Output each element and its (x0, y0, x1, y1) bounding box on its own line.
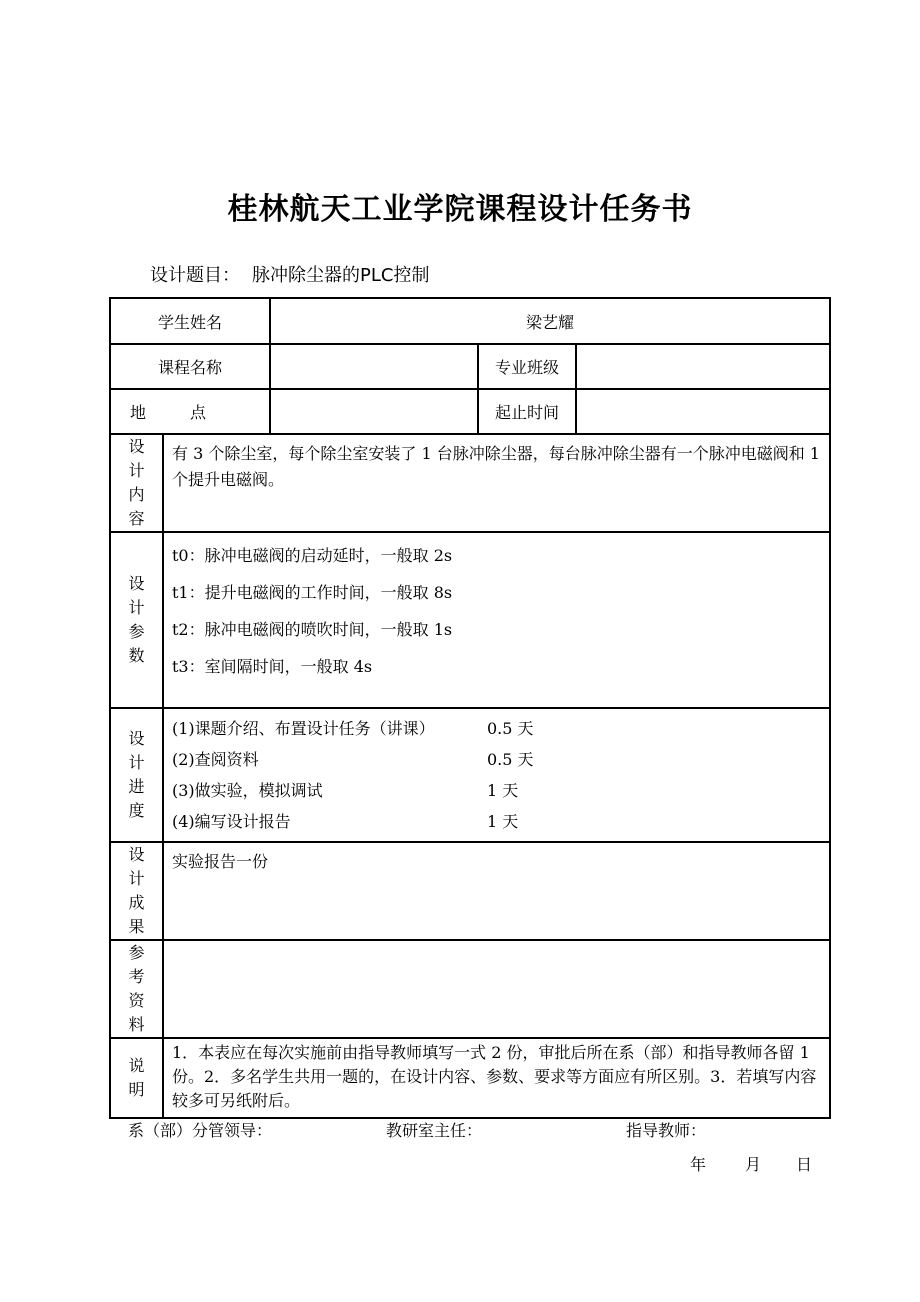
date-year: 年 (690, 1155, 707, 1174)
design-content-row (110, 434, 830, 532)
subject-label: 设计题目： (150, 265, 240, 286)
course-name-label: 课程名称 (110, 344, 270, 389)
course-row (110, 344, 830, 389)
design-content-text: 有 3 个除尘室，每个除尘室安装了 1 台脉冲除尘器，每台脉冲除尘器有一个脉冲电磁阀和 1 个提升电磁阀。 (163, 434, 830, 532)
references-text (163, 940, 830, 1038)
student-name-label: 学生姓名 (110, 298, 270, 344)
progress-item: (4)编写设计报告 1 天 (172, 812, 519, 831)
references-label: 参 考 资 料 (110, 940, 163, 1038)
advisor-signature: 指导教师： (626, 1121, 707, 1140)
major-class-value (576, 344, 830, 389)
design-params-list (163, 532, 830, 708)
design-content-label: 设 计 内 容 (110, 434, 163, 532)
progress-item: (1)课题介绍、布置设计任务（讲课） 0.5 天 (172, 719, 534, 738)
design-results-row (110, 842, 830, 940)
student-name-value: 梁艺耀 (270, 298, 830, 344)
param-line: t2：脉冲电磁阀的喷吹时间，一般取 1s (172, 620, 453, 639)
student-row (110, 298, 830, 344)
param-line: t0：脉冲电磁阀的启动延时，一般取 2s (172, 546, 453, 565)
dept-leader-signature: 系（部）分管领导： (128, 1121, 273, 1140)
progress-item: (2)查阅资料 0.5 天 (172, 750, 534, 769)
param-line: t1：提升电磁阀的工作时间，一般取 8s (172, 583, 453, 602)
design-subject (150, 261, 429, 287)
references-row (110, 940, 830, 1038)
office-director-signature: 教研室主任： (386, 1121, 483, 1140)
design-progress-list (163, 708, 830, 842)
major-class-label: 专业班级 (478, 344, 576, 389)
design-progress-label: 设 计 进 度 (110, 708, 163, 842)
page-title: 桂林航天工业学院课程设计任务书 (227, 192, 693, 227)
design-progress-row (110, 708, 830, 842)
notes-row (110, 1038, 830, 1118)
design-params-row (110, 532, 830, 708)
notes-text: 1．本表应在每次实施前由指导教师填写一式 2 份，审批后所在系（部）和指导教师各留 1 份。2．多名学生共用一题的，在设计内容、参数、要求等方面应有所区别。3．若填写内容较多可另纸附后。 (163, 1038, 830, 1118)
design-params-label: 设 计 参 数 (110, 532, 163, 708)
progress-item: (3)做实验，模拟调试 1 天 (172, 781, 519, 800)
param-line: t3：室间隔时间，一般取 4s (172, 657, 373, 676)
location-value (270, 389, 478, 434)
period-label: 起止时间 (478, 389, 576, 434)
task-form-table (109, 297, 831, 1119)
period-value (576, 389, 830, 434)
location-label: 地点 (110, 389, 270, 434)
design-results-text: 实验报告一份 (163, 842, 830, 940)
notes-label: 说 明 (110, 1038, 163, 1118)
design-results-label: 设 计 成 果 (110, 842, 163, 940)
location-row (110, 389, 830, 434)
date-day: 日 (796, 1155, 813, 1174)
date-month: 月 (745, 1155, 762, 1174)
subject-value: 脉冲除尘器的PLC控制 (252, 265, 430, 286)
course-name-value (270, 344, 478, 389)
